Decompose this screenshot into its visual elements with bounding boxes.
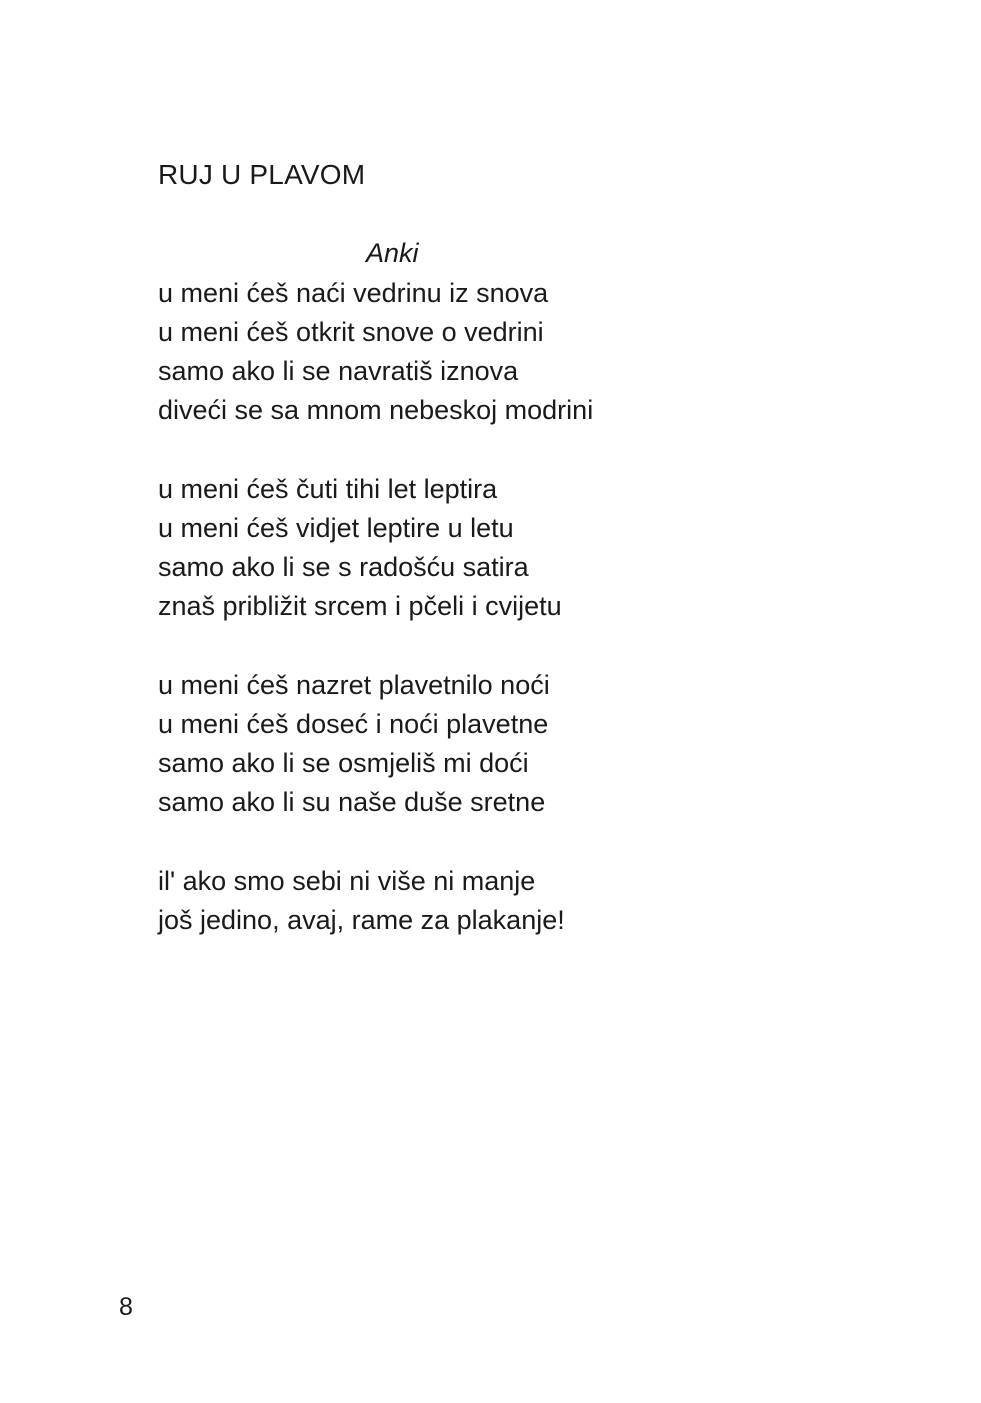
poem-dedication: Anki <box>366 238 419 268</box>
verse-line: u meni ćeš otkrit snove o vedrini <box>158 317 544 347</box>
stanza-2 <box>158 470 562 626</box>
verse-line: samo ako li se osmjeliš mi doći <box>158 748 529 778</box>
page-number: 8 <box>119 1293 133 1321</box>
poem-title: RUJ U PLAVOM <box>158 159 366 190</box>
verse-line: samo ako li se s radošću satira <box>158 552 529 582</box>
stanza-4 <box>158 862 565 940</box>
verse-line: u meni ćeš doseć i noći plavetne <box>158 709 549 739</box>
stanza-1 <box>158 274 593 430</box>
verse-line: još jedino, avaj, rame za plakanje! <box>158 905 565 935</box>
verse-line: u meni ćeš nazret plavetnilo noći <box>158 670 550 700</box>
verse-line: u meni ćeš čuti tihi let leptira <box>158 474 498 504</box>
verse-line: diveći se sa mnom nebeskoj modrini <box>158 395 594 425</box>
verse-line: samo ako li se navratiš iznova <box>158 356 519 386</box>
verse-line: u meni ćeš vidjet leptire u letu <box>158 513 514 543</box>
verse-line: znaš približit srcem i pčeli i cvijetu <box>158 591 562 621</box>
verse-line: samo ako li su naše duše sretne <box>158 787 546 817</box>
stanza-3 <box>158 666 550 822</box>
verse-line: il' ako smo sebi ni više ni manje <box>158 866 536 896</box>
verse-line: u meni ćeš naći vedrinu iz snova <box>158 278 549 308</box>
